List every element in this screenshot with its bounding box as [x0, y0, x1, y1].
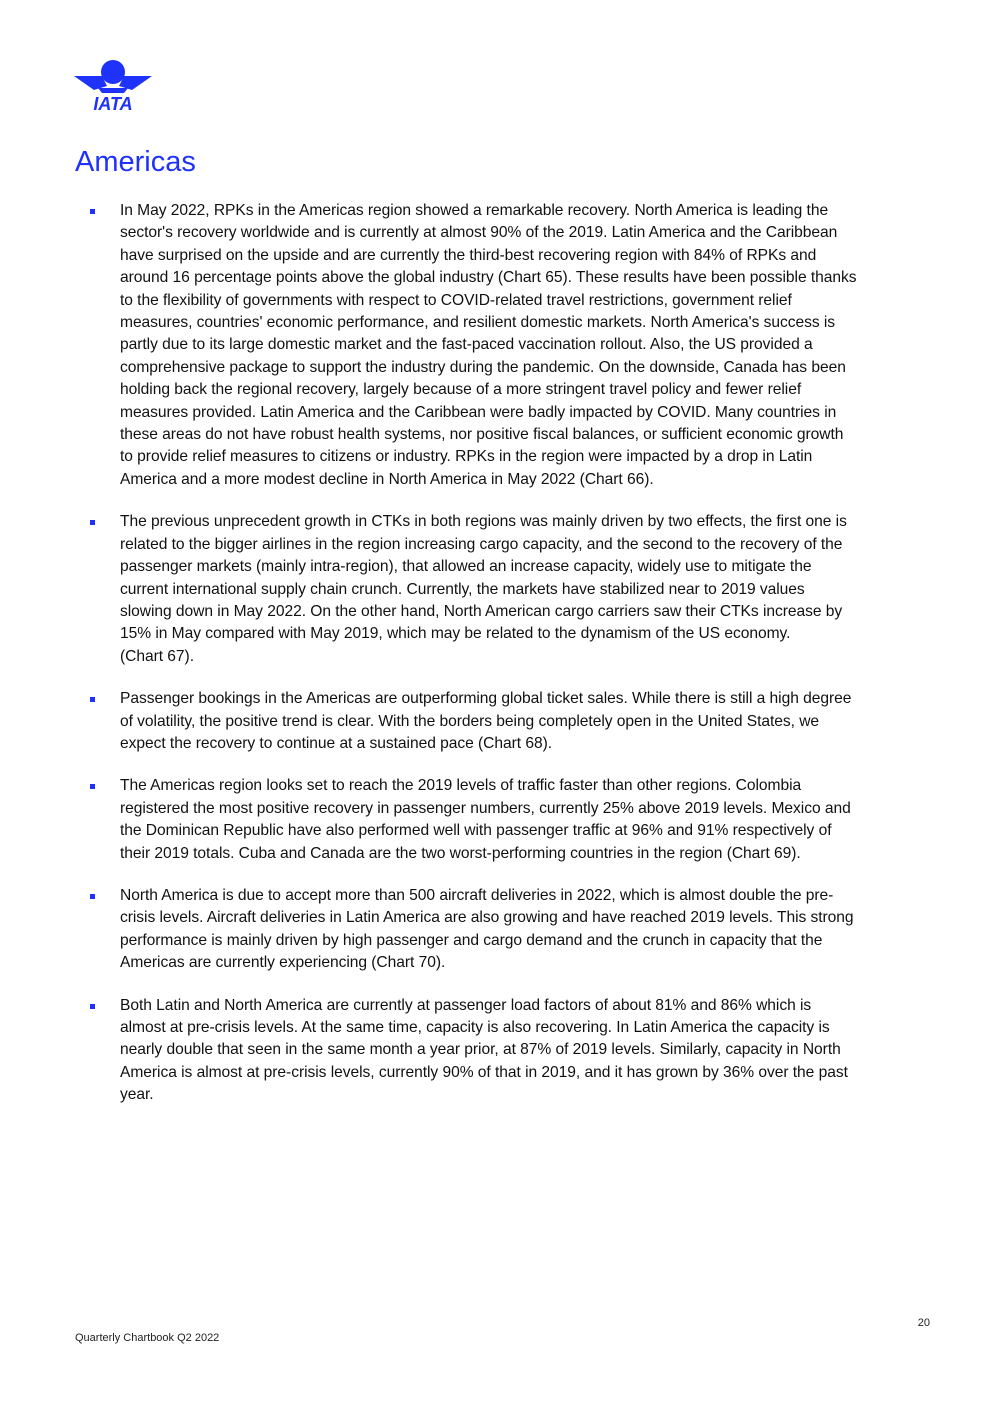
bullet-item — [0, 995, 932, 1107]
bullet-text: Both Latin and North America are currently at passenger load factors of about 81% and 86% which is almost at pre-crisis levels. At the same time, capacity is also recovering. In Latin America the capacity is nearly double that seen in the same month a year prior, at 87% of 2019 levels. Similarly, capacity in North America is almost at pre-crisis levels, currently 90% of that in 2019, and it has grown by 36% over the past year. — [120, 996, 848, 1104]
page-number: 20 — [917, 1317, 930, 1329]
bullet-item — [0, 775, 932, 865]
bullet-marker — [90, 784, 95, 789]
bullet-text: In May 2022, RPKs in the Americas region showed a remarkable recovery. North America is leading the sector's recovery worldwide and is currently at almost 90% of the 2019. Latin America and the Caribbean have surprised on the upside and are currently the third-best recovering region with 84% of RPKs and around 16 percentage points above the global industry (Chart 65). These results have been possible thanks to the flexibility of governments with respect to COVID-related travel restrictions, government relief measures, countries' economic performance, and resilient domestic markets. North America's success is partly due to its large domestic market and the fast-paced vaccination rollout. Also, the US provided a comprehensive package to support the industry during the pandemic. On the downside, Canada has been holding back the regional recovery, largely because of a more stringent travel policy and fewer relief measures provided. Latin America and the Caribbean were badly impacted by COVID. Many countries in these areas do not have robust health systems, nor positive fiscal balances, or sufficient economic growth to provide relief measures to citizens or industry. RPKs in the region were impacted by a drop in Latin America and a more modest decline in North America in May 2022 (Chart 66). — [120, 202, 857, 488]
bullet-text: The previous unprecedent growth in CTKs in both regions was mainly driven by two effects, the first one is related to the bigger airlines in the region increasing cargo capacity, and the second to the recovery of the passenger markets (mainly intra-region), that allowed an increase capacity, widely use to mitigate the current international supply chain crunch. Currently, the markets have stabilized near to 2019 values slowing down in May 2022. On the other hand, North American cargo carriers saw their CTKs increase by 15% in May compared with May 2019, which may be related to the dynamism of the US economy. (Chart 67). — [120, 513, 847, 665]
iata-logo — [74, 60, 152, 112]
bullet-item — [0, 885, 932, 975]
iata-logo-graphic — [74, 60, 152, 112]
bullet-text: The Americas region looks set to reach the 2019 levels of traffic faster than other regions. Colombia registered the most positive recovery in passenger numbers, currently 25% above 2019 levels. Mexico and the Dominican Republic have also performed well with passenger traffic at 96% and 91% respectively of their 2019 totals. Cuba and Canada are the two worst-performing countries in the region (Chart 69). — [120, 777, 851, 862]
bullet-item — [0, 200, 932, 491]
bullet-list — [0, 200, 992, 1127]
bullet-marker — [90, 1004, 95, 1009]
bullet-marker — [90, 697, 95, 702]
bullet-marker — [90, 894, 95, 899]
bullet-item — [0, 511, 932, 668]
bullet-text: North America is due to accept more than 500 aircraft deliveries in 2022, which is almost double the pre- crisis levels. Aircraft deliveries in Latin America are also growing and have reached 2019 levels. This strong performance is mainly driven by high passenger and cargo demand and the crunch in capacity that the Americas are currently experiencing (Chart 70). — [120, 886, 854, 972]
bullet-marker — [90, 520, 95, 525]
footer-document-title: Quarterly Chartbook Q2 2022 — [75, 1332, 220, 1344]
bullet-marker — [90, 209, 95, 214]
bullet-text: Passenger bookings in the Americas are outperforming global ticket sales. While there is still a high degree of volatility, the positive trend is clear. With the borders being completely open in the United States, we expect the recovery to continue at a sustained pace (Chart 68). — [120, 690, 852, 752]
bullet-item — [0, 688, 932, 755]
iata-logo-text: IATA — [93, 94, 133, 112]
section-heading: Americas — [75, 146, 196, 178]
